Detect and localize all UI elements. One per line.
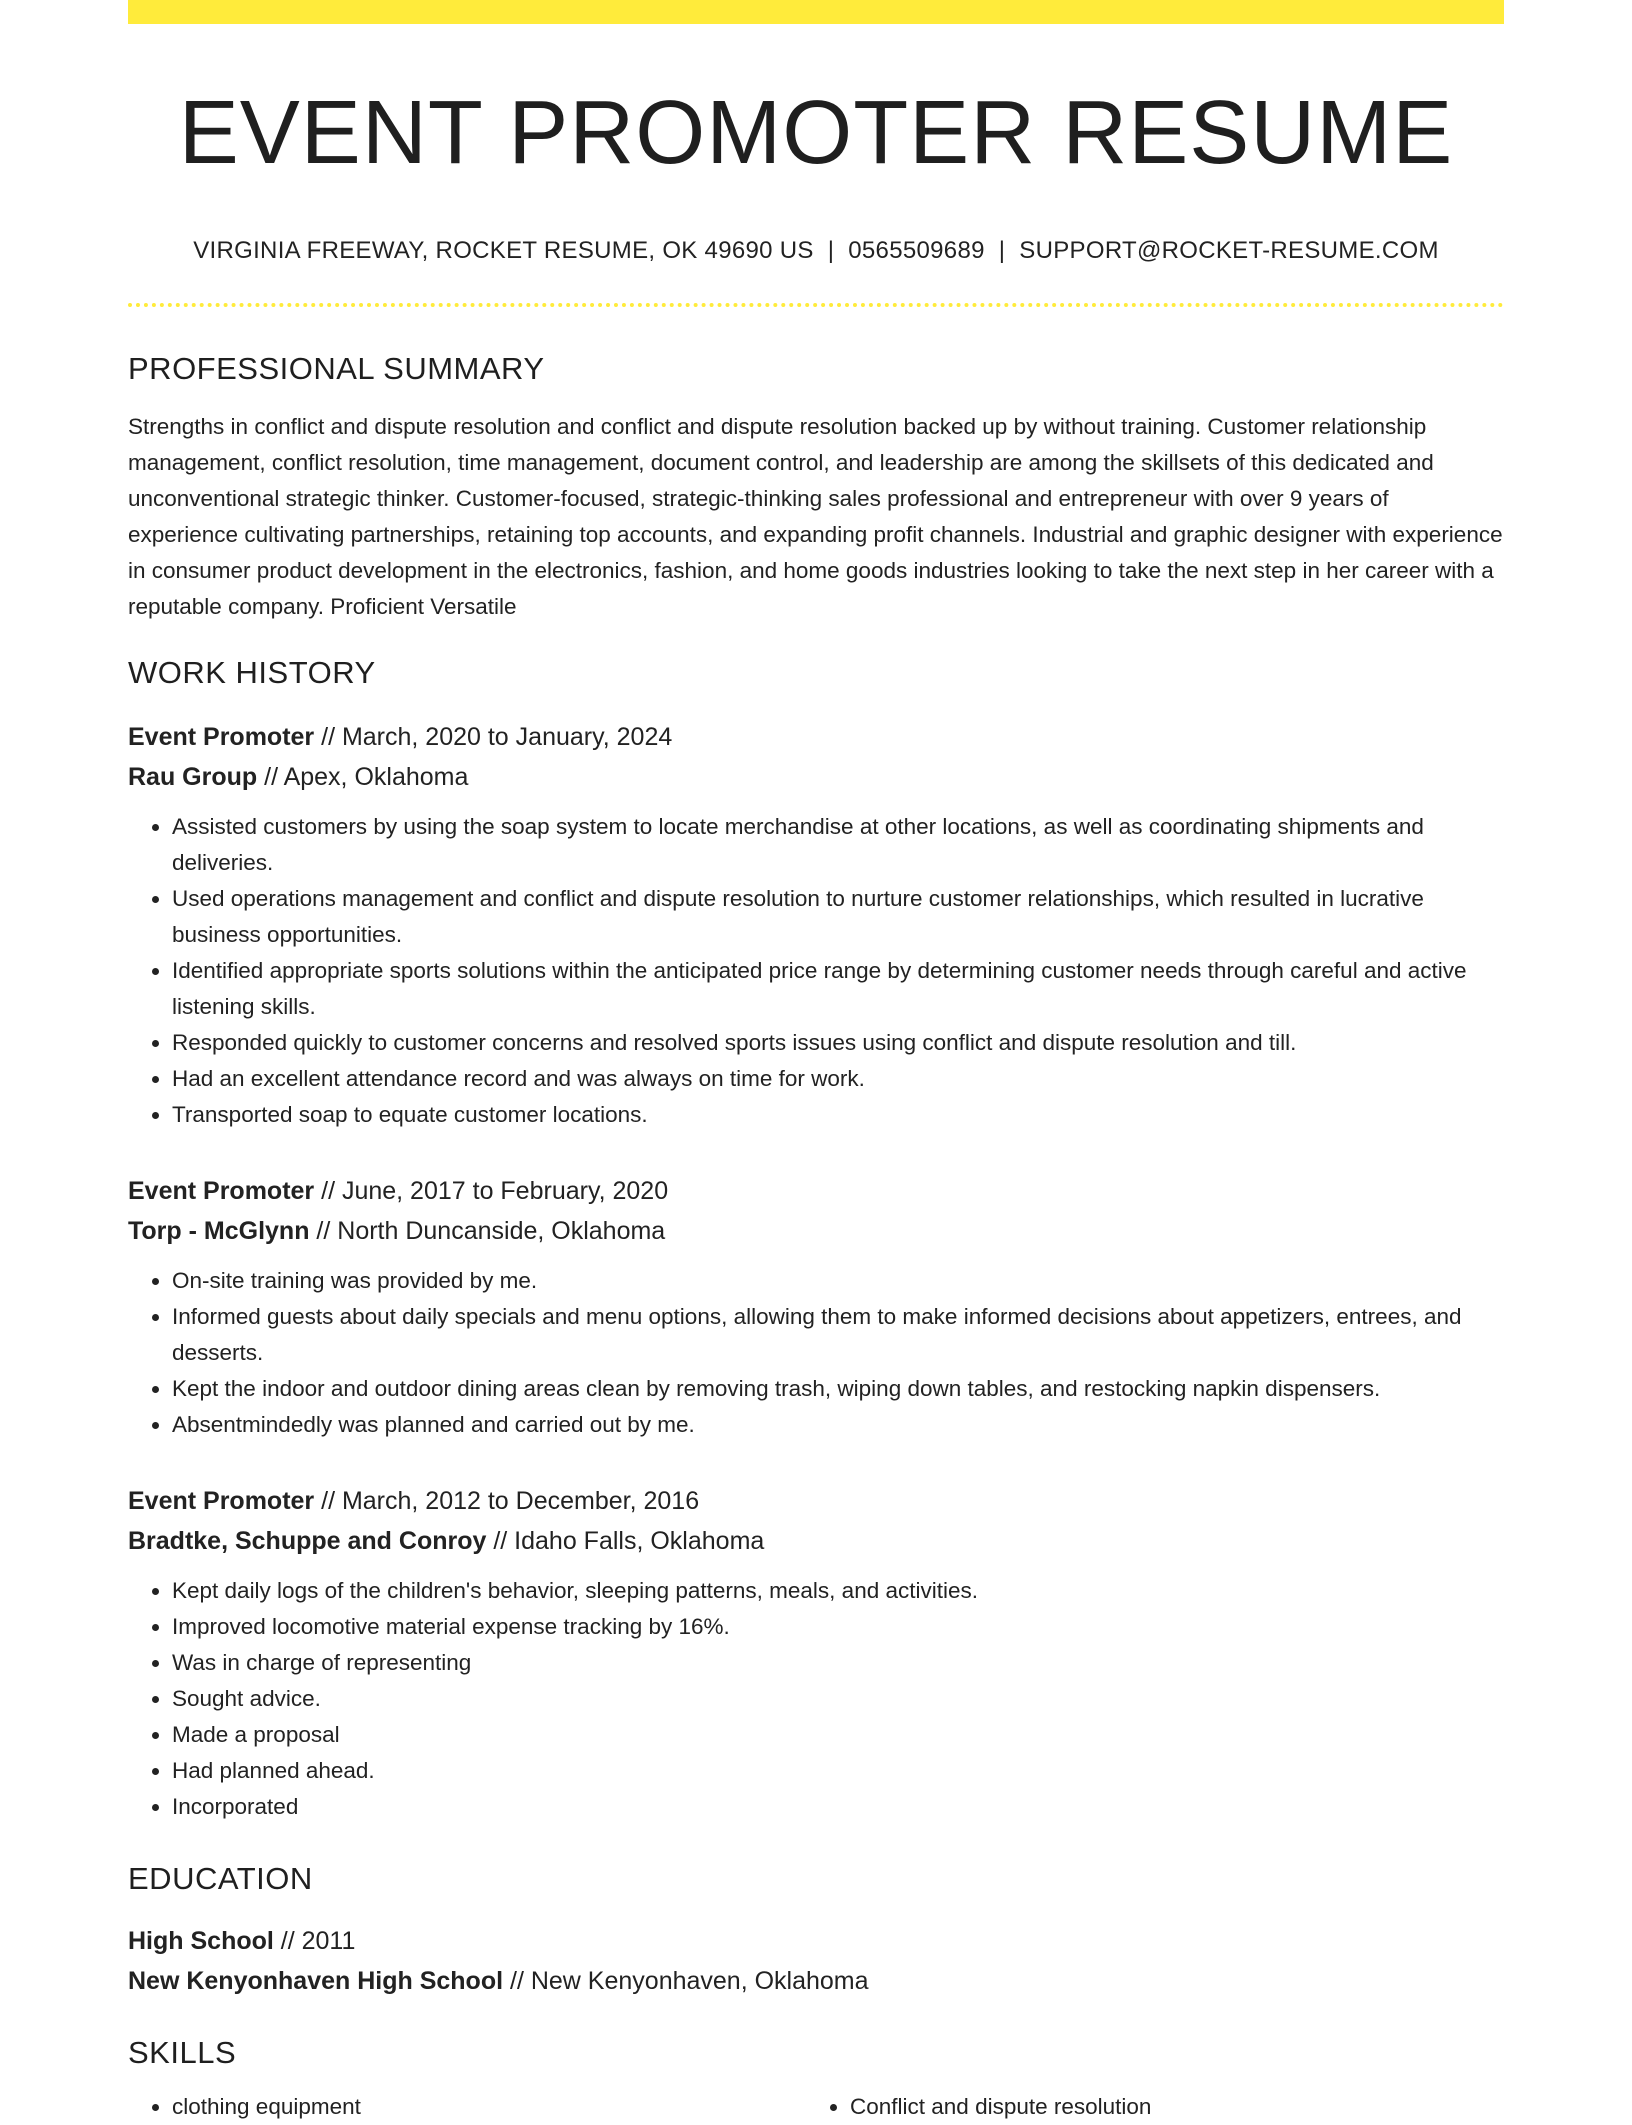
job-bullets — [128, 1573, 1504, 1825]
job-title-line — [128, 1171, 1504, 1211]
job-bullet: • Responded quickly to customer concerns and resolved sports issues using conflict and dispute resolution and till. — [172, 1025, 1504, 1061]
skill-item: • Conflict and dispute resolution — [850, 2089, 1484, 2125]
job-company: Rau Group — [128, 762, 258, 791]
education-school: New Kenyonhaven High School — [128, 1966, 504, 1995]
job-dates: // June, 2017 to February, 2020 — [314, 1176, 669, 1205]
job-entry — [128, 1481, 1504, 1825]
job-company: Bradtke, Schuppe and Conroy — [128, 1526, 487, 1555]
job-bullet: • On-site training was provided by me. — [172, 1263, 1504, 1299]
job-bullet: • Used operations management and conflict and dispute resolution to nurture customer relationships, which resulted in lucrative business opportunities. — [172, 881, 1504, 953]
education-degree: High School — [128, 1926, 274, 1955]
dotted-divider — [128, 303, 1504, 307]
contact-line — [128, 237, 1504, 265]
job-bullet: • Transported soap to equate customer locations. — [172, 1097, 1504, 1133]
job-bullets — [128, 1263, 1504, 1443]
job-title-line — [128, 717, 1504, 757]
education-entry — [128, 1921, 1504, 2001]
resume-title: EVENT PROMOTER RESUME — [178, 83, 1454, 183]
summary-heading: PROFESSIONAL SUMMARY — [128, 350, 545, 386]
job-entry — [128, 717, 1504, 1133]
job-dates: // March, 2020 to January, 2024 — [314, 722, 673, 751]
resume-page — [128, 0, 1504, 2125]
accent-bar — [128, 0, 1504, 24]
contact-email[interactable]: SUPPORT@ROCKET-RESUME.COM — [1019, 236, 1439, 264]
job-title: Event Promoter — [128, 722, 315, 751]
education-location: // New Kenyonhaven, Oklahoma — [503, 1966, 869, 1995]
skills-list — [128, 2089, 1504, 2125]
education-degree-line — [128, 1921, 1504, 1961]
job-bullet: • Had an excellent attendance record and was always on time for work. — [172, 1061, 1504, 1097]
education-heading: EDUCATION — [128, 1860, 313, 1896]
job-location: // Apex, Oklahoma — [257, 762, 469, 791]
job-bullet: • Kept daily logs of the children's behavior, sleeping patterns, meals, and activities. — [172, 1573, 1504, 1609]
job-bullet: • Made a proposal — [172, 1717, 1504, 1753]
job-title: Event Promoter — [128, 1486, 315, 1515]
job-bullets — [128, 809, 1504, 1133]
job-dates: // March, 2012 to December, 2016 — [314, 1486, 700, 1515]
contact-separator: | — [827, 236, 835, 264]
job-bullet: • Had planned ahead. — [172, 1753, 1504, 1789]
job-location: // Idaho Falls, Oklahoma — [486, 1526, 765, 1555]
job-company-line — [128, 1521, 1504, 1561]
job-title: Event Promoter — [128, 1176, 315, 1205]
job-company-line — [128, 1211, 1504, 1251]
contact-address: VIRGINIA FREEWAY, ROCKET RESUME, OK 49690 US — [193, 236, 814, 264]
job-bullet: • Kept the indoor and outdoor dining areas clean by removing trash, wiping down tables, and restocking napkin dispensers. — [172, 1371, 1504, 1407]
skills-column-left — [128, 2089, 806, 2125]
education-school-line — [128, 1961, 1504, 2001]
job-bullet: • Sought advice. — [172, 1681, 1504, 1717]
job-entry — [128, 1171, 1504, 1443]
skills-column-right — [806, 2089, 1484, 2125]
job-bullet: • Informed guests about daily specials and menu options, allowing them to make informed decisions about appetizers, entrees, and desserts. — [172, 1299, 1504, 1371]
job-bullet: • Was in charge of representing — [172, 1645, 1504, 1681]
skills-heading: SKILLS — [128, 2034, 237, 2070]
job-bullet: • Improved locomotive material expense tracking by 16%. — [172, 1609, 1504, 1645]
skill-item: • clothing equipment — [172, 2089, 806, 2125]
job-bullet: • Assisted customers by using the soap system to locate merchandise at other locations, as well as coordinating shipments and deliveries. — [172, 809, 1504, 881]
education-year: // 2011 — [273, 1926, 356, 1955]
contact-phone[interactable]: 0565509689 — [848, 236, 985, 264]
job-company: Torp - McGlynn — [128, 1216, 310, 1245]
job-bullet: • Absentmindedly was planned and carried out by me. — [172, 1407, 1504, 1443]
job-location: // North Duncanside, Oklahoma — [309, 1216, 666, 1245]
job-title-line — [128, 1481, 1504, 1521]
contact-separator: | — [998, 236, 1006, 264]
job-bullet: • Identified appropriate sports solutions within the anticipated price range by determining customer needs through careful and active listening skills. — [172, 953, 1504, 1025]
work-history-heading: WORK HISTORY — [128, 654, 376, 690]
job-bullet: • Incorporated — [172, 1789, 1504, 1825]
summary-text: Strengths in conflict and dispute resolution and conflict and dispute resolution backed up by without training. Customer relationship management, conflict resolution, time management, document control, and leadership are among the skillsets of this dedicated and unconventional strategic thinker. Customer-focused, strategic-thinking sales professional and entrepreneur with over 9 years of experience cultivating partnerships, retaining top accounts, and expanding profit channels. Industrial and graphic designer with experience in consumer product development in the electronics, fashion, and home goods industries looking to take the next step in her career with a reputable company. Proficient Versatile — [128, 413, 1503, 619]
job-company-line — [128, 757, 1504, 797]
